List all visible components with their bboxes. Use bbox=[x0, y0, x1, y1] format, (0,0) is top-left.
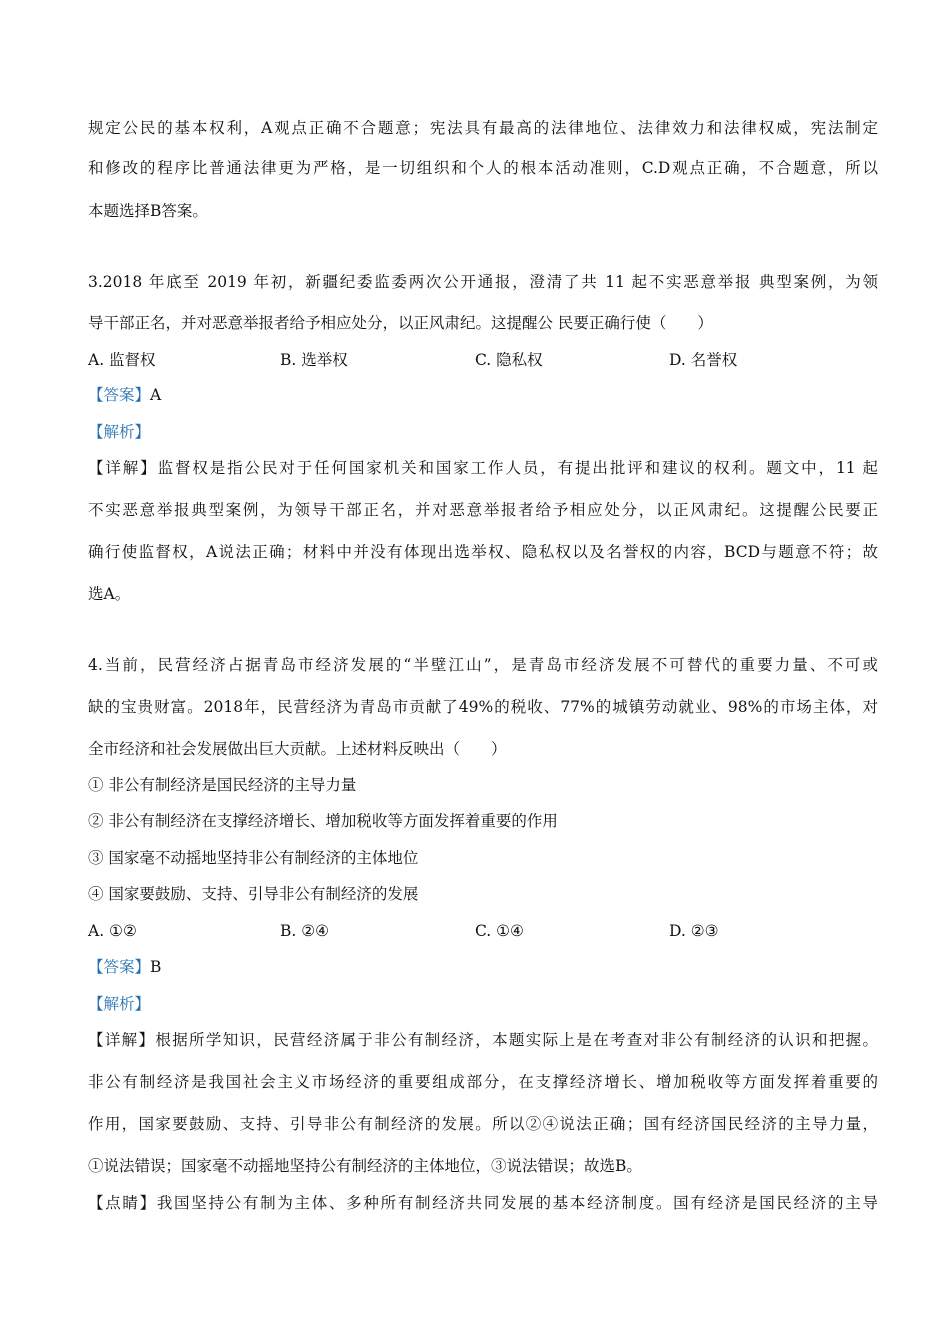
detail-tag: 【详解】 bbox=[88, 459, 158, 477]
q4-detail-line-3: 作用，国家要鼓励、支持、引导非公有制经济的发展。所以②④说法正确；国有经济国民经济的主导力量， bbox=[88, 1115, 878, 1133]
answer-tag: 【答案】 bbox=[88, 958, 151, 976]
q3-detail-line-1: 【详解】监督权是指公民对于任何国家机关和国家工作人员，有提出批评和建议的权利。题文中，11 起 bbox=[88, 459, 878, 477]
q4-options bbox=[88, 921, 878, 941]
q4-option-d[interactable]: D. ②③ bbox=[669, 922, 719, 940]
q3-option-c[interactable]: C. 隐私权 bbox=[475, 351, 543, 369]
q3-stem-line-2: 导干部正名，并对恶意举报者给予相应处分，以正风肃纪。这提醒公 民要正确行使（ ） bbox=[88, 314, 713, 332]
q3-answer bbox=[88, 385, 878, 405]
q3-answer-value: A bbox=[150, 386, 162, 404]
q4-statement-1: ① 非公有制经济是国民经济的主导力量 bbox=[88, 776, 357, 794]
q3-stem-line-1: 3.2018 年底至 2019 年初，新疆纪委监委两次公开通报，澄清了共 11 起不实恶意举报 典型案例，为领 bbox=[88, 273, 878, 291]
q4-answer-value: B bbox=[150, 958, 162, 976]
answer-tag: 【答案】 bbox=[88, 386, 151, 404]
q4-comment-line: 【点睛】我国坚持公有制为主体、多种所有制经济共同发展的基本经济制度。国有经济是国民经济的主导 bbox=[88, 1194, 878, 1212]
q4-statement-4: ④ 国家要鼓励、支持、引导非公有制经济的发展 bbox=[88, 885, 419, 903]
q3-option-b[interactable]: B. 选举权 bbox=[280, 351, 348, 369]
q3-detail-line-4: 选A。 bbox=[88, 585, 131, 603]
q3-options bbox=[88, 350, 878, 370]
q4-answer bbox=[88, 957, 878, 977]
q2-tail-line-2: 和修改的程序比普通法律更为严格，是一切组织和个人的根本活动准则，C.D观点正确，不合题意，所以 bbox=[88, 159, 878, 177]
detail-tag: 【详解】 bbox=[88, 1031, 156, 1049]
q2-tail-line-3: 本题选择B答案。 bbox=[88, 202, 208, 220]
q4-option-b[interactable]: B. ②④ bbox=[280, 922, 330, 940]
q4-detail-line-4: ①说法错误；国家毫不动摇地坚持公有制经济的主体地位，③说法错误；故选B。 bbox=[88, 1157, 642, 1175]
q4-analysis-tag: 【解析】 bbox=[88, 995, 151, 1013]
q4-statement-3: ③ 国家毫不动摇地坚持非公有制经济的主体地位 bbox=[88, 849, 419, 867]
q3-option-a[interactable]: A. 监督权 bbox=[88, 351, 156, 369]
q3-detail-line-3: 确行使监督权，A说法正确；材料中并没有体现出选举权、隐私权以及名誉权的内容，BCD与题意不符；故 bbox=[88, 543, 878, 561]
q4-stem-line-2: 缺的宝贵财富。2018年，民营经济为青岛市贡献了49%的税收、77%的城镇劳动就业、98%的市场主体，对 bbox=[88, 698, 878, 716]
q3-detail-line-2: 不实恶意举报典型案例，为领导干部正名，并对恶意举报者给予相应处分，以正风肃纪。这提醒公民要正 bbox=[88, 501, 878, 519]
q4-detail-line-1: 【详解】根据所学知识，民营经济属于非公有制经济，本题实际上是在考查对非公有制经济的认识和把握。 bbox=[88, 1031, 878, 1049]
q4-stem-line-3: 全市经济和社会发展做出巨大贡献。上述材料反映出（ ） bbox=[88, 740, 507, 758]
q3-option-d[interactable]: D. 名誉权 bbox=[669, 351, 738, 369]
q4-detail-line-2: 非公有制经济是我国社会主义市场经济的重要组成部分，在支撑经济增长、增加税收等方面发挥着重要的 bbox=[88, 1073, 878, 1091]
q4-stem-line-1: 4.当前，民营经济占据青岛市经济发展的“半壁江山”，是青岛市经济发展不可替代的重要力量、不可或 bbox=[88, 656, 878, 674]
q4-option-a[interactable]: A. ①② bbox=[88, 922, 137, 940]
q2-tail-line-1: 规定公民的基本权利，A观点正确不合题意；宪法具有最高的法律地位、法律效力和法律权威，宪法制定 bbox=[88, 119, 878, 137]
q4-option-c[interactable]: C. ①④ bbox=[475, 922, 524, 940]
q3-analysis-tag: 【解析】 bbox=[88, 423, 151, 441]
q4-statement-2: ② 非公有制经济在支撑经济增长、增加税收等方面发挥着重要的作用 bbox=[88, 812, 558, 830]
comment-tag: 【点睛】 bbox=[88, 1194, 157, 1212]
